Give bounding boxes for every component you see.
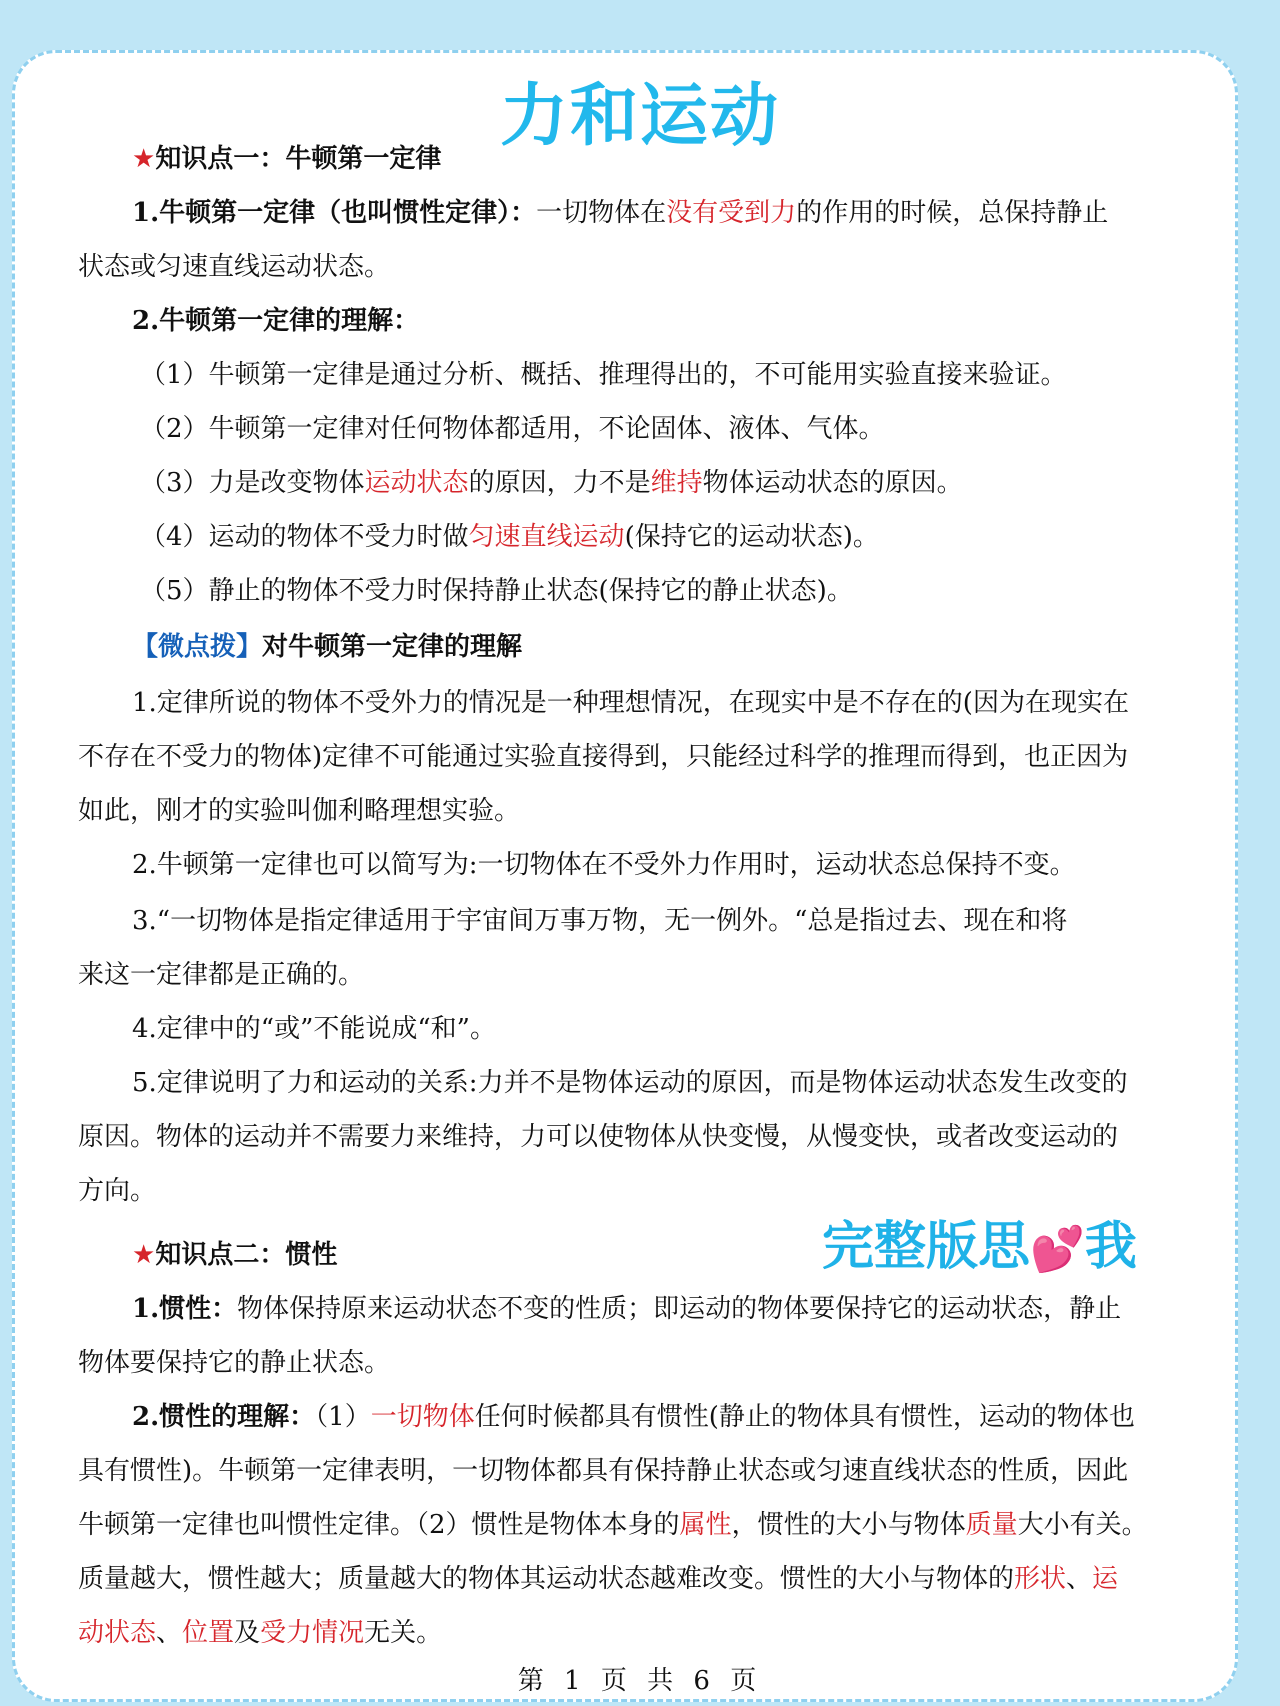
- tip-5-line-1: 5.定律说明了力和运动的关系:力并不是物体运动的原因，而是物体运动状态发生改变的: [132, 1068, 1128, 1098]
- star-icon: ★: [132, 144, 156, 174]
- hearts-icon: 💕: [1030, 1224, 1085, 1275]
- list-item-2: （2）牛顿第一定律对任何物体都适用，不论固体、液体、气体。: [140, 414, 885, 444]
- tip-1-line-2: 不存在不受力的物体)定律不可能通过实验直接得到，只能经过科学的推理而得到，也正因为: [78, 742, 1129, 772]
- list-item-5: （5）静止的物体不受力时保持静止状态(保持它的静止状态)。: [140, 576, 853, 606]
- paragraph-understanding: 2.牛顿第一定律的理解：: [132, 306, 420, 336]
- tip-5-line-2: 原因。物体的运动并不需要力来维持，力可以使物体从快变慢，从慢变快，或者改变运动的: [78, 1122, 1119, 1152]
- tip-2: 2.牛顿第一定律也可以简写为:一切物体在不受外力作用时，运动状态总保持不变。: [132, 850, 1076, 880]
- inertia-line-7: 动状态、位置及受力情况无关。: [78, 1618, 443, 1648]
- paragraph-law-cont: 状态或匀速直线运动状态。: [78, 252, 391, 282]
- inertia-line-6: 质量越大，惯性越大；质量越大的物体其运动状态越难改变。惯性的大小与物体的形状、运: [78, 1564, 1119, 1594]
- page-title: 力和运动: [499, 77, 780, 156]
- section-heading-1: ★知识点一：牛顿第一定律: [132, 144, 442, 174]
- inertia-def-cont: 物体要保持它的静止状态。: [78, 1348, 391, 1378]
- tip-heading: 【微点拨】对牛顿第一定律的理解: [132, 632, 523, 662]
- inertia-line-5: 牛顿第一定律也叫惯性定律。（2）惯性是物体本身的属性，惯性的大小与物体质量大小有关。: [78, 1510, 1148, 1540]
- tip-3-line-1: 3.“一切物体是指定律适用于宇宙间万事万物，无一例外。“总是指过去、现在和将: [132, 906, 1068, 936]
- page-footer: 第 1 页 共 6 页: [517, 1666, 763, 1696]
- section-heading-2: ★知识点二：惯性: [132, 1240, 338, 1270]
- paragraph-law: 1.牛顿第一定律（也叫惯性定律）：一切物体在没有受到力的作用的时候，总保持静止: [132, 198, 1109, 228]
- inertia-understanding: 2.惯性的理解：（1）一切物体任何时候都具有惯性(静止的物体具有惯性，运动的物体也: [132, 1402, 1135, 1432]
- watermark-stamp: 完整版思💕我: [822, 1217, 1137, 1277]
- tip-5-line-3: 方向。: [78, 1176, 157, 1206]
- list-item-4: （4）运动的物体不受力时做匀速直线运动(保持它的运动状态)。: [140, 522, 879, 552]
- tip-3-line-2: 来这一定律都是正确的。: [78, 960, 365, 990]
- inertia-def: 1.惯性：物体保持原来运动状态不变的性质；即运动的物体要保持它的运动状态，静止: [132, 1294, 1122, 1324]
- list-item-3: （3）力是改变物体运动状态的原因，力不是维持物体运动状态的原因。: [140, 468, 963, 498]
- tip-1-line-1: 1.定律所说的物体不受外力的情况是一种理想情况，在现实中是不存在的(因为在现实在: [132, 688, 1129, 718]
- tip-1-line-3: 如此，刚才的实验叫伽利略理想实验。: [78, 796, 521, 826]
- tip-4: 4.定律中的“或”不能说成“和”。: [132, 1014, 496, 1044]
- list-item-1: （1）牛顿第一定律是通过分析、概括、推理得出的，不可能用实验直接来验证。: [140, 360, 1067, 390]
- star-icon: ★: [132, 1240, 156, 1270]
- inertia-line-4: 具有惯性)。牛顿第一定律表明，一切物体都具有保持静止状态或匀速直线状态的性质，因此: [78, 1456, 1129, 1486]
